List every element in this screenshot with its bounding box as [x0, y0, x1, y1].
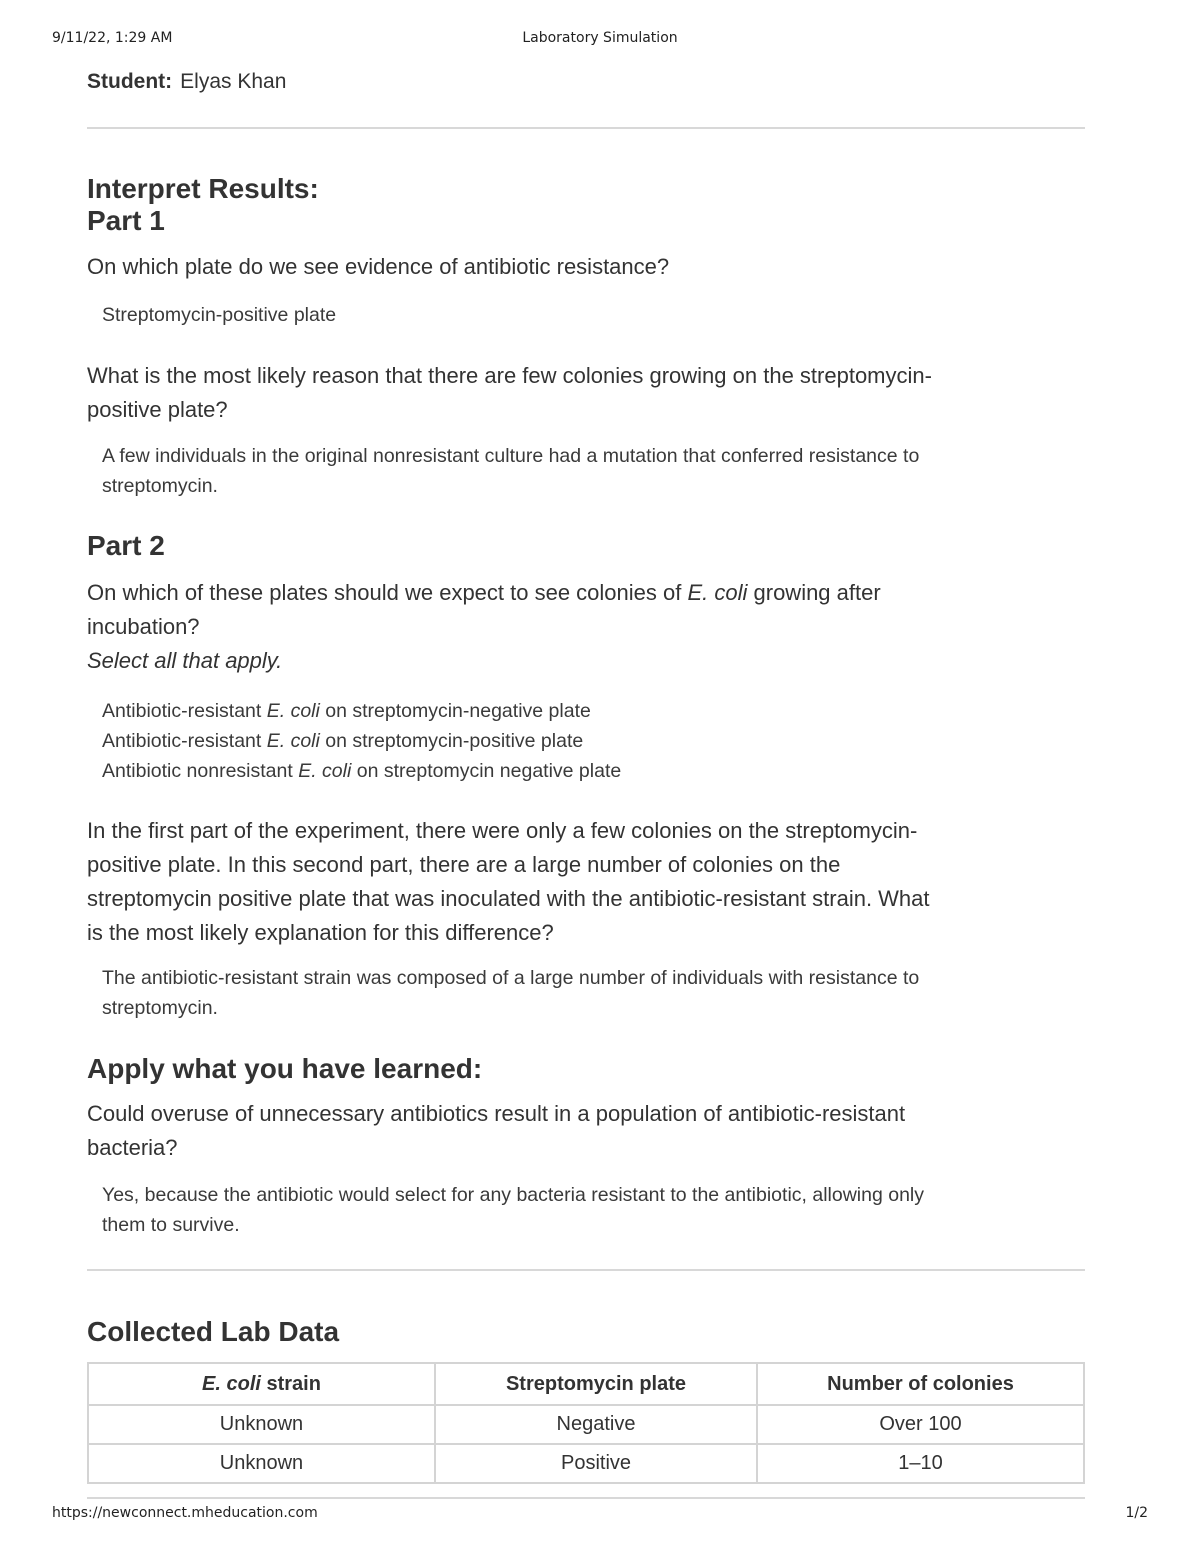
question-1: On which plate do we see evidence of antibiotic resistance? — [87, 254, 670, 279]
heading-part-1: Part 1 — [87, 205, 165, 236]
question-3-line: incubation? — [87, 614, 200, 639]
heading-part-2: Part 2 — [87, 530, 165, 561]
column-header-text: Number of colonies — [827, 1372, 1014, 1395]
answer-3-text: Antibiotic-resistant — [102, 730, 267, 752]
answer-2 — [87, 441, 1077, 501]
page-number: 1/2 — [1125, 1505, 1148, 1521]
answer-2-line: streptomycin. — [102, 475, 218, 497]
question-3 — [87, 576, 1077, 678]
table-cell: Unknown — [88, 1405, 435, 1444]
table-row — [88, 1444, 1084, 1483]
print-datetime: 9/11/22, 1:29 AM — [52, 30, 173, 46]
species-name: E. coli — [298, 760, 352, 782]
answer-2-line: A few individuals in the original nonresistant culture had a mutation that conferred resistance to — [102, 445, 920, 467]
answer-5 — [87, 1180, 1077, 1240]
heading-interpret-results: Interpret Results: — [87, 173, 319, 204]
answer-3-text: on streptomycin negative plate — [351, 760, 622, 782]
print-url: https://newconnect.mheducation.com — [52, 1505, 318, 1521]
answer-3-text: on streptomycin-negative plate — [319, 700, 591, 722]
heading-apply-learned: Apply what you have learned: — [87, 1053, 483, 1084]
answer-4 — [87, 963, 1077, 1023]
answer-3-list — [87, 696, 1077, 786]
print-title: Laboratory Simulation — [522, 30, 678, 46]
species-name: E. coli — [202, 1372, 261, 1395]
answer-3-text: Antibiotic nonresistant — [102, 760, 299, 782]
print-footer — [52, 1505, 1148, 1525]
divider — [87, 1269, 1085, 1271]
column-header — [757, 1363, 1084, 1405]
divider — [87, 127, 1085, 129]
question-4-line: positive plate. In this second part, there are a large number of colonies on the — [87, 852, 841, 877]
student-label: Student: — [87, 70, 173, 93]
table-cell: Unknown — [88, 1444, 435, 1483]
question-4 — [87, 814, 1077, 950]
answer-3-text: on streptomycin-positive plate — [319, 730, 584, 752]
column-header — [88, 1363, 435, 1405]
answer-3-item — [87, 696, 1077, 726]
question-4-line: streptomycin positive plate that was inoculated with the antibiotic-resistant strain. What — [87, 886, 930, 911]
question-4-line: In the first part of the experiment, there were only a few colonies on the streptomycin- — [87, 818, 918, 843]
answer-5-line: Yes, because the antibiotic would select for any bacteria resistant to the antibiotic, allowing only — [102, 1184, 925, 1206]
column-header-text: strain — [260, 1372, 321, 1395]
question-2-line: positive plate? — [87, 397, 228, 422]
student-name: Elyas Khan — [180, 70, 287, 93]
divider — [87, 1497, 1085, 1499]
question-3-text: growing after — [747, 580, 881, 605]
table-cell: Positive — [435, 1444, 757, 1483]
interpret-results-heading — [87, 173, 1077, 237]
species-name: E. coli — [266, 700, 320, 722]
table-cell: 1–10 — [757, 1444, 1084, 1483]
table-cell: Over 100 — [757, 1405, 1084, 1444]
answer-3-item — [87, 726, 1077, 756]
answer-3-item — [87, 756, 1077, 786]
select-all-instruction: Select all that apply. — [87, 648, 283, 673]
answer-4-line: The antibiotic-resistant strain was composed of a large number of individuals with resistance to — [102, 967, 920, 989]
answer-3-text: Antibiotic-resistant — [102, 700, 267, 722]
question-2-line: What is the most likely reason that there are few colonies growing on the streptomycin- — [87, 363, 932, 388]
question-3-line — [87, 576, 1077, 610]
table-cell: Negative — [435, 1405, 757, 1444]
answer-1: Streptomycin-positive plate — [102, 304, 337, 326]
question-5-line: Could overuse of unnecessary antibiotics result in a population of antibiotic-resistant — [87, 1101, 906, 1126]
answer-5-line: them to survive. — [102, 1214, 240, 1236]
table-row — [88, 1405, 1084, 1444]
question-2 — [87, 359, 1077, 427]
student-line — [87, 70, 286, 94]
question-3-text: On which of these plates should we expect to see colonies of — [87, 580, 688, 605]
heading-collected-lab-data: Collected Lab Data — [87, 1316, 340, 1347]
column-header-text: Streptomycin plate — [505, 1372, 687, 1395]
lab-data-table — [87, 1362, 1085, 1484]
column-header — [435, 1363, 757, 1405]
table-header-row — [88, 1363, 1084, 1405]
question-5-line: bacteria? — [87, 1135, 178, 1160]
print-header — [52, 30, 1148, 50]
answer-4-line: streptomycin. — [102, 997, 218, 1019]
question-5 — [87, 1097, 1077, 1165]
species-name: E. coli — [266, 730, 320, 752]
species-name: E. coli — [687, 580, 748, 605]
question-4-line: is the most likely explanation for this difference? — [87, 920, 554, 945]
